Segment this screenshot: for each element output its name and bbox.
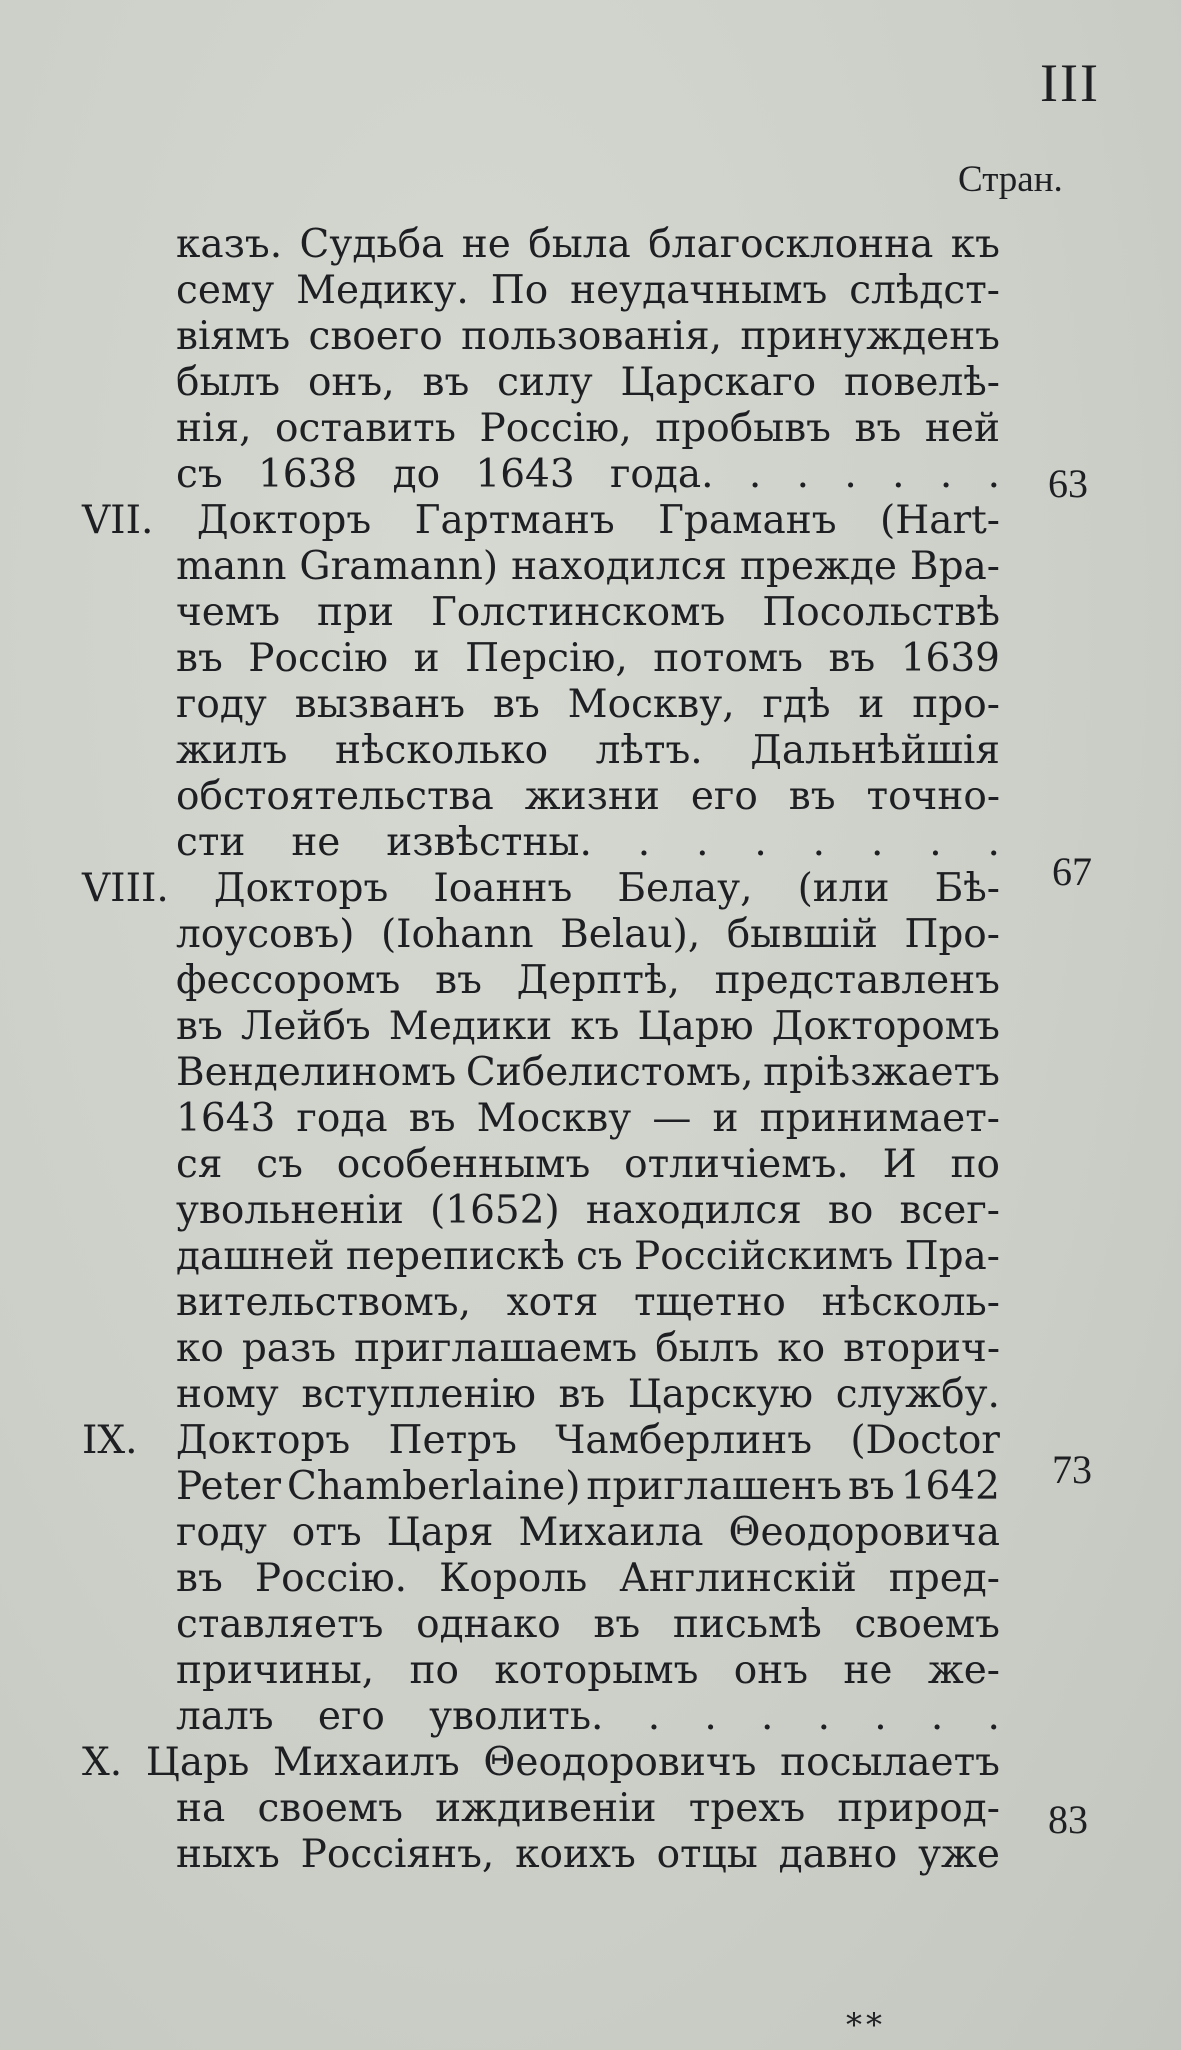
word: Дальнѣйшія xyxy=(750,728,1000,773)
word: 1643 xyxy=(176,1096,276,1141)
word: Дерптѣ, xyxy=(516,958,680,1003)
word: оставить xyxy=(275,406,456,451)
word: гдѣ xyxy=(762,682,831,727)
text-line xyxy=(176,1142,1000,1188)
word: VII. xyxy=(82,498,154,543)
word: разъ xyxy=(241,1326,337,1371)
word: въ xyxy=(788,774,836,819)
word: неудачнымъ xyxy=(570,268,828,313)
word: Россіянъ, xyxy=(300,1832,495,1877)
word: віямъ xyxy=(176,314,291,359)
word: на xyxy=(176,1786,226,1831)
word: Gramann) xyxy=(299,544,499,589)
text-line xyxy=(176,268,1000,314)
word: точно- xyxy=(866,774,1000,819)
word: въ xyxy=(422,360,470,405)
text-line xyxy=(176,1050,1000,1096)
word: своемъ xyxy=(854,1602,1000,1647)
word: фессоромъ xyxy=(176,958,401,1003)
text-line xyxy=(176,1234,1000,1280)
text-line xyxy=(176,1556,1000,1602)
word: Россію. xyxy=(254,1556,408,1601)
word: въ xyxy=(492,682,540,727)
word: своемъ xyxy=(257,1786,403,1831)
word: . xyxy=(704,1694,717,1739)
text-line xyxy=(176,1510,1000,1556)
text-line xyxy=(176,774,1000,820)
word: . xyxy=(647,1694,661,1739)
word: VIII. xyxy=(82,866,169,911)
word: По xyxy=(490,268,549,313)
word: Peter xyxy=(176,1464,281,1509)
word: сти xyxy=(176,820,246,865)
word: . xyxy=(987,452,1000,497)
word: въ xyxy=(828,636,876,681)
word: во xyxy=(827,1188,874,1233)
word: перепискѣ xyxy=(345,1234,565,1279)
word: нѣсколь- xyxy=(821,1280,1000,1325)
text-line xyxy=(176,1004,1000,1050)
word: былъ xyxy=(176,360,281,405)
word: обстоятельства xyxy=(176,774,494,819)
word: Царскую xyxy=(627,1372,814,1417)
word: нія, xyxy=(176,406,252,451)
word: . xyxy=(637,820,651,865)
word: силу xyxy=(497,360,593,405)
word: прежде xyxy=(739,544,897,589)
text-line xyxy=(82,1740,1000,1786)
word: принимает- xyxy=(759,1096,1000,1141)
word: чемъ xyxy=(176,590,281,635)
word: 1642 xyxy=(900,1464,1000,1509)
word: посылаетъ xyxy=(780,1740,1000,1785)
page-ref: 83 xyxy=(1048,1797,1088,1842)
word: потомъ xyxy=(653,636,803,681)
word: былъ xyxy=(655,1326,760,1371)
word: находился xyxy=(511,544,728,589)
word: Бѣ- xyxy=(934,866,1000,911)
word: трехъ xyxy=(688,1786,806,1831)
word: уволить. xyxy=(429,1694,604,1739)
word: тщетно xyxy=(633,1280,786,1325)
word: съ xyxy=(576,1234,623,1279)
word: жилъ xyxy=(176,728,288,773)
word: и xyxy=(858,682,885,727)
word: въ xyxy=(176,636,223,681)
word: съ xyxy=(176,452,223,497)
text-line xyxy=(176,912,1000,958)
word: ставляетъ xyxy=(176,1602,384,1647)
text-line xyxy=(176,1280,1000,1326)
word: лалъ xyxy=(176,1694,274,1739)
word: лоусовъ) xyxy=(176,912,355,957)
page-ref: 67 xyxy=(1052,849,1092,894)
word: его xyxy=(690,774,758,819)
word: Царскаго xyxy=(620,360,817,405)
word: отъ xyxy=(291,1510,362,1555)
word: нѣсколько xyxy=(334,728,549,773)
word: въ xyxy=(847,1464,895,1509)
word: (Iohann xyxy=(380,912,534,957)
text-line xyxy=(176,1786,1000,1832)
word: хотя xyxy=(506,1280,599,1325)
word: въ xyxy=(408,1096,456,1141)
word: ней xyxy=(924,406,1000,451)
word: Граманъ xyxy=(658,498,837,543)
word: вызванъ xyxy=(294,682,466,727)
word: въ xyxy=(435,958,482,1003)
text-line xyxy=(176,682,1000,728)
word: Король xyxy=(439,1556,588,1601)
word: . xyxy=(748,452,762,497)
word: 1639 xyxy=(900,636,1000,681)
word: не xyxy=(461,222,511,267)
word: 1643 xyxy=(475,452,575,497)
word: Медику. xyxy=(296,268,469,313)
text-line xyxy=(176,1464,1000,1510)
word: . xyxy=(844,452,857,497)
text-line xyxy=(176,1648,1000,1694)
word: Іоаннъ xyxy=(433,866,573,911)
word: приглашаемъ xyxy=(354,1326,638,1371)
word: ныхъ xyxy=(176,1832,280,1877)
word: — xyxy=(652,1096,692,1141)
word: . xyxy=(817,1694,831,1739)
word: Пра- xyxy=(904,1234,1000,1279)
word: Россію, xyxy=(479,406,632,451)
word: Θеодоровича xyxy=(728,1510,1000,1555)
word: Медики xyxy=(388,1004,553,1049)
word: . xyxy=(939,452,953,497)
word: . xyxy=(796,452,810,497)
text-line xyxy=(176,1602,1000,1648)
word: . xyxy=(987,1694,1000,1739)
word: Англинскій xyxy=(619,1556,857,1601)
word: въ xyxy=(176,1004,223,1049)
word: ся xyxy=(176,1142,223,1187)
word: въ xyxy=(854,406,902,451)
word: пред- xyxy=(888,1556,1000,1601)
word: Голстинскомъ xyxy=(430,590,726,635)
word: вступленію xyxy=(301,1372,536,1417)
text-line xyxy=(176,222,1000,268)
word: повелѣ- xyxy=(843,360,1000,405)
text-line xyxy=(176,1096,1000,1142)
word: онъ xyxy=(733,1648,809,1693)
word: же- xyxy=(927,1648,1000,1693)
word: Белау, xyxy=(617,866,753,911)
text-line xyxy=(82,1418,1000,1464)
word: IX. xyxy=(82,1418,138,1463)
word: году xyxy=(176,1510,267,1555)
text-line xyxy=(176,1372,1000,1418)
word: года xyxy=(296,1096,388,1141)
word: Судьба xyxy=(299,222,445,267)
word: дашней xyxy=(176,1234,335,1279)
word: Персію, xyxy=(465,636,628,681)
text-line xyxy=(176,452,1000,498)
word: Россійскимъ xyxy=(634,1234,894,1279)
word: . xyxy=(760,1694,774,1739)
word: mann xyxy=(176,544,287,589)
word: отцы xyxy=(656,1832,758,1877)
word: по xyxy=(409,1648,459,1693)
word: была xyxy=(528,222,631,267)
word: къ xyxy=(950,222,1000,267)
word: . xyxy=(892,452,905,497)
word: Царю xyxy=(637,1004,754,1049)
word: Лейбъ xyxy=(240,1004,371,1049)
word: 1638 xyxy=(257,452,358,497)
word: Докторъ xyxy=(175,1418,351,1463)
word: ко xyxy=(777,1326,826,1371)
word: Θеодоровичъ xyxy=(483,1740,757,1785)
page-number: III xyxy=(1040,53,1100,113)
word: году xyxy=(176,682,267,727)
word: казъ. xyxy=(176,222,283,267)
word: Гартманъ xyxy=(414,498,615,543)
word: (Hart- xyxy=(879,498,1000,543)
word: его xyxy=(317,1694,385,1739)
word: не xyxy=(843,1648,893,1693)
word: Докторъ xyxy=(196,498,372,543)
word: и xyxy=(413,636,440,681)
text-line xyxy=(176,360,1000,406)
word: Михаилъ xyxy=(272,1740,460,1785)
text-line xyxy=(82,866,1000,912)
word: съ xyxy=(256,1142,303,1187)
word: природ- xyxy=(837,1786,1000,1831)
text-line xyxy=(176,728,1000,774)
word: про- xyxy=(912,682,1000,727)
text-line xyxy=(176,590,1000,636)
word: . xyxy=(874,1694,887,1739)
column-header: Стран. xyxy=(958,159,1063,200)
word: приглашенъ xyxy=(586,1464,842,1509)
word: находился xyxy=(585,1188,802,1233)
word: иждивеніи xyxy=(435,1786,657,1831)
word: ному xyxy=(176,1372,279,1417)
word: письмѣ xyxy=(672,1602,822,1647)
text-line xyxy=(176,406,1000,452)
word: пробывъ xyxy=(655,406,831,451)
word: особеннымъ xyxy=(336,1142,591,1187)
word: года. xyxy=(610,452,714,497)
word: Чамберлинъ xyxy=(555,1418,813,1463)
word: Вра- xyxy=(909,544,1000,589)
word: въ xyxy=(558,1372,606,1417)
word: по xyxy=(950,1142,1000,1187)
word: вторич- xyxy=(843,1326,1000,1371)
word: ко xyxy=(176,1326,224,1371)
word: . xyxy=(930,1694,944,1739)
word: . xyxy=(870,820,884,865)
word: давно xyxy=(778,1832,898,1877)
word: слѣдст- xyxy=(849,268,1000,313)
word: въ xyxy=(593,1602,641,1647)
word: . xyxy=(696,820,709,865)
word: Докторомъ xyxy=(771,1004,1000,1049)
word: причины, xyxy=(176,1648,375,1693)
word: . xyxy=(987,820,1000,865)
signature-mark: ** xyxy=(846,2006,886,2044)
word: бывшій xyxy=(726,912,878,957)
word: Россію xyxy=(248,636,389,681)
word: извѣстны. xyxy=(386,820,592,865)
word: пользованія, xyxy=(461,314,723,359)
word: Царь xyxy=(145,1740,250,1785)
word: Chamberlaine) xyxy=(286,1464,581,1509)
text-line xyxy=(176,1326,1000,1372)
word: Сибелистомъ, xyxy=(465,1050,754,1095)
word: лѣтъ. xyxy=(595,728,703,773)
word: Царя xyxy=(386,1510,494,1555)
text-line xyxy=(82,498,1000,544)
word: онъ, xyxy=(307,360,395,405)
word: однако xyxy=(416,1602,561,1647)
word: которымъ xyxy=(494,1648,699,1693)
word: Про- xyxy=(904,912,1000,957)
text-line xyxy=(176,958,1000,1004)
word: . xyxy=(812,820,826,865)
word: благосклонна xyxy=(648,222,934,267)
word: увольненіи xyxy=(176,1188,404,1233)
word: Венделиномъ xyxy=(176,1050,457,1095)
word: при xyxy=(317,590,394,635)
text-line xyxy=(176,1188,1000,1234)
word: . xyxy=(929,820,942,865)
word: X. xyxy=(82,1740,123,1785)
word: Посольствѣ xyxy=(762,590,1000,635)
word: всег- xyxy=(899,1188,1000,1233)
text-line xyxy=(176,1832,1000,1878)
word: отличіемъ. xyxy=(624,1142,849,1187)
word: Петръ xyxy=(388,1418,517,1463)
word: уже xyxy=(918,1832,1000,1877)
word: (или xyxy=(797,866,890,911)
word: Москву, xyxy=(567,682,735,727)
text-line xyxy=(176,820,1000,866)
word: не xyxy=(291,820,341,865)
word: своего xyxy=(308,314,443,359)
word: представленъ xyxy=(714,958,1000,1003)
page-ref: 63 xyxy=(1048,461,1088,506)
word: (Doctor xyxy=(850,1418,1000,1463)
word: . xyxy=(754,820,767,865)
word: И xyxy=(882,1142,917,1187)
word: и xyxy=(712,1096,739,1141)
word: коихъ xyxy=(515,1832,636,1877)
word: Михаила xyxy=(518,1510,704,1555)
page-ref: 73 xyxy=(1052,1447,1092,1492)
word: (1652) xyxy=(430,1188,560,1233)
word: службу. xyxy=(835,1372,1000,1417)
text-line xyxy=(176,636,1000,682)
word: сему xyxy=(176,268,275,313)
text-line xyxy=(176,544,1000,590)
word: Москву xyxy=(476,1096,632,1141)
word: вительствомъ, xyxy=(176,1280,472,1325)
word: въ xyxy=(176,1556,223,1601)
word: Belau), xyxy=(560,912,701,957)
text-line xyxy=(176,314,1000,360)
word: жизни xyxy=(524,774,660,819)
word: къ xyxy=(570,1004,620,1049)
text-line xyxy=(176,1694,1000,1740)
word: до xyxy=(392,452,441,497)
word: Докторъ xyxy=(213,866,389,911)
word: принужденъ xyxy=(740,314,1000,359)
word: пріѣзжаетъ xyxy=(763,1050,1000,1095)
